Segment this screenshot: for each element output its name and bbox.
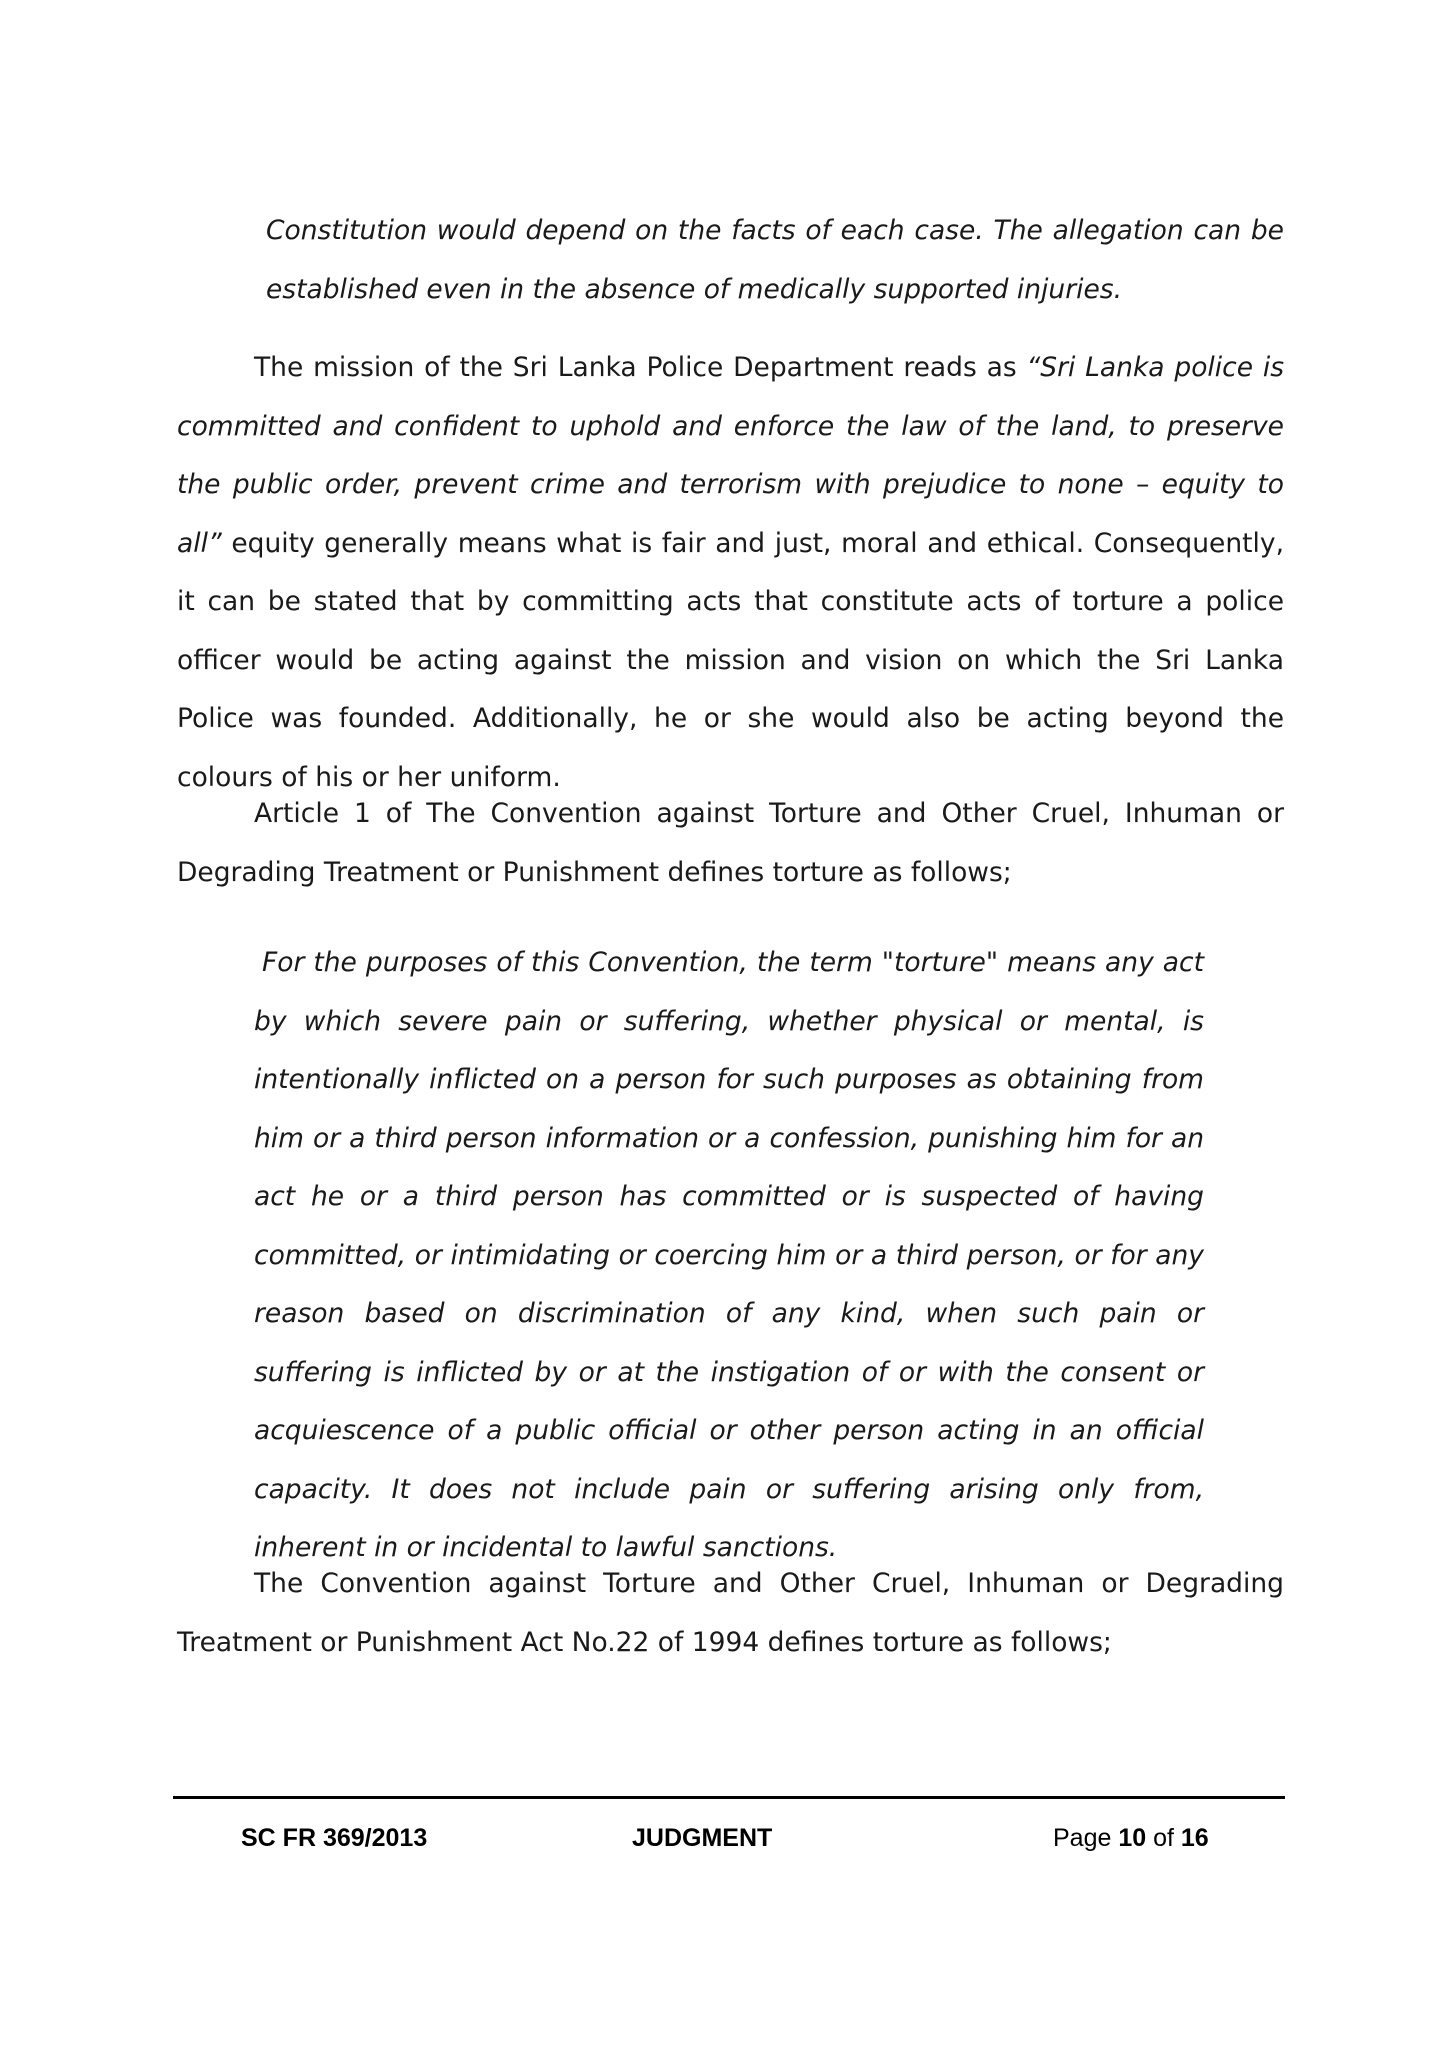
blockquote-top: Constitution would depend on the facts of each case. The allegation can be established even in the absence of medically supported injuries. [266, 215, 1284, 305]
footer-title: JUDGMENT [632, 1824, 773, 1852]
paragraph-mission-lead: The mission of the Sri Lanka Police Department reads as [254, 352, 1027, 383]
paragraph-mission-rest: equity generally means what is fair and just, moral and ethical. Consequently, it can be stated that by committing acts that constitute acts of torture a police officer would be acting against the mission and vision on which the Sri Lanka Police was founded. Additionally, he or she would also be acting beyond the colours of his or her uniform. [177, 527, 1284, 793]
paragraph-article1: Article 1 of The Convention against Torture and Other Cruel, Inhuman or Degrading Treatment or Punishment defines torture as follows; [177, 798, 1284, 888]
footer-page-number [1053, 1822, 1209, 1854]
footer-divider [173, 1796, 1285, 1799]
paragraph-mission [177, 339, 1284, 807]
paragraph-act: The Convention against Torture and Other Cruel, Inhuman or Degrading Treatment or Punishment Act No.22 of 1994 defines torture as follows; [177, 1568, 1284, 1658]
footer-page-total: 16 [1180, 1824, 1209, 1852]
paragraph-mission-quote: “Sri Lanka police is committed and confident to uphold and enforce the law of the land, to preserve the public order, prevent crime and terrorism with prejudice to none – equity to all” [177, 352, 1284, 559]
footer-page-label: Page [1053, 1824, 1119, 1852]
footer-page-of: of [1146, 1824, 1181, 1852]
footer-case-number: SC FR 369/2013 [241, 1824, 428, 1852]
footer-page-current: 10 [1118, 1824, 1147, 1852]
blockquote-definition [254, 934, 1204, 1578]
blockquote-definition-text: For the purposes of this Convention, the term "torture" means any act by which severe pain or suffering, whether physical or mental, is intentionally inflicted on a person for such purposes as obtaining from him or a third person information or a confession, punishing him for an act he or a third person has committed or is suspected of having committed, or intimidating or coercing him or a third person, or for any reason based on discrimination of any kind, when such pain or suffering is inflicted by or at the instigation of or with the consent or acquiescence of a public official or other person acting in an official capacity. It does not include pain or suffering arising only from, inherent in or incidental to lawful sanctions. [254, 947, 1204, 1563]
